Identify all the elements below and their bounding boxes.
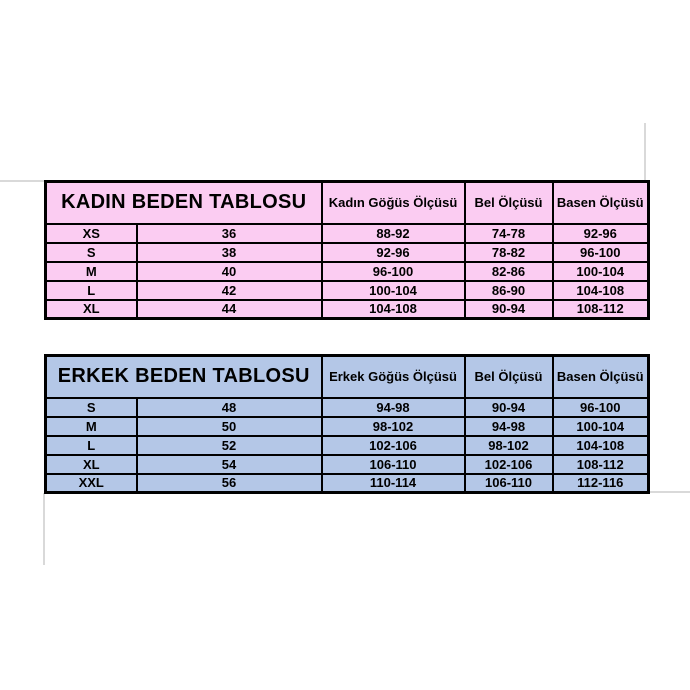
gridline-top-right bbox=[644, 123, 646, 181]
table-cell: 108-112 bbox=[553, 300, 649, 319]
women-size-table bbox=[44, 180, 650, 320]
table-cell: 106-110 bbox=[322, 455, 465, 474]
table-cell: 104-108 bbox=[553, 436, 649, 455]
size-cell: XXL bbox=[46, 474, 137, 493]
table-cell: 110-114 bbox=[322, 474, 465, 493]
table-cell: 90-94 bbox=[465, 398, 553, 417]
table-cell: 96-100 bbox=[553, 243, 649, 262]
table-cell: 44 bbox=[137, 300, 322, 319]
table-cell: 88-92 bbox=[322, 224, 465, 243]
gridline-bottom-right bbox=[647, 491, 690, 493]
table-cell: 104-108 bbox=[322, 300, 465, 319]
table-row bbox=[46, 436, 649, 455]
size-cell: XL bbox=[46, 300, 137, 319]
table-cell: 106-110 bbox=[465, 474, 553, 493]
size-cell: L bbox=[46, 281, 137, 300]
table-cell: 54 bbox=[137, 455, 322, 474]
women-column-header-waist: Bel Ölçüsü bbox=[465, 182, 553, 224]
women-table-header-row bbox=[46, 182, 649, 224]
size-cell: XS bbox=[46, 224, 137, 243]
table-cell: 48 bbox=[137, 398, 322, 417]
table-cell: 104-108 bbox=[553, 281, 649, 300]
table-row bbox=[46, 262, 649, 281]
table-cell: 102-106 bbox=[322, 436, 465, 455]
table-cell: 36 bbox=[137, 224, 322, 243]
table-row bbox=[46, 474, 649, 493]
men-column-header-hip: Basen Ölçüsü bbox=[553, 356, 649, 398]
table-cell: 78-82 bbox=[465, 243, 553, 262]
size-cell: S bbox=[46, 398, 137, 417]
table-row bbox=[46, 455, 649, 474]
women-table-title: KADIN BEDEN TABLOSU bbox=[46, 182, 322, 224]
size-cell: XL bbox=[46, 455, 137, 474]
table-cell: 92-96 bbox=[553, 224, 649, 243]
table-cell: 90-94 bbox=[465, 300, 553, 319]
table-cell: 50 bbox=[137, 417, 322, 436]
table-cell: 94-98 bbox=[465, 417, 553, 436]
table-cell: 86-90 bbox=[465, 281, 553, 300]
table-cell: 98-102 bbox=[465, 436, 553, 455]
table-cell: 100-104 bbox=[322, 281, 465, 300]
table-cell: 98-102 bbox=[322, 417, 465, 436]
table-row bbox=[46, 224, 649, 243]
men-column-header-waist: Bel Ölçüsü bbox=[465, 356, 553, 398]
gridline-top-left bbox=[0, 180, 45, 182]
table-row bbox=[46, 300, 649, 319]
table-row bbox=[46, 243, 649, 262]
women-column-header-chest: Kadın Göğüs Ölçüsü bbox=[322, 182, 465, 224]
men-table-header-row bbox=[46, 356, 649, 398]
table-cell: 42 bbox=[137, 281, 322, 300]
table-cell: 82-86 bbox=[465, 262, 553, 281]
table-cell: 96-100 bbox=[553, 398, 649, 417]
table-row bbox=[46, 281, 649, 300]
table-cell: 74-78 bbox=[465, 224, 553, 243]
table-cell: 56 bbox=[137, 474, 322, 493]
table-cell: 94-98 bbox=[322, 398, 465, 417]
table-cell: 40 bbox=[137, 262, 322, 281]
table-cell: 100-104 bbox=[553, 262, 649, 281]
table-cell: 100-104 bbox=[553, 417, 649, 436]
gridline-bottom-left bbox=[43, 493, 45, 565]
men-column-header-chest: Erkek Göğüs Ölçüsü bbox=[322, 356, 465, 398]
men-table-title: ERKEK BEDEN TABLOSU bbox=[46, 356, 322, 398]
table-row bbox=[46, 398, 649, 417]
women-column-header-hip: Basen Ölçüsü bbox=[553, 182, 649, 224]
table-cell: 102-106 bbox=[465, 455, 553, 474]
table-cell: 52 bbox=[137, 436, 322, 455]
size-cell: S bbox=[46, 243, 137, 262]
table-cell: 112-116 bbox=[553, 474, 649, 493]
table-cell: 108-112 bbox=[553, 455, 649, 474]
table-cell: 96-100 bbox=[322, 262, 465, 281]
men-size-table bbox=[44, 354, 650, 494]
table-row bbox=[46, 417, 649, 436]
table-cell: 38 bbox=[137, 243, 322, 262]
size-cell: M bbox=[46, 262, 137, 281]
table-cell: 92-96 bbox=[322, 243, 465, 262]
size-cell: M bbox=[46, 417, 137, 436]
size-cell: L bbox=[46, 436, 137, 455]
